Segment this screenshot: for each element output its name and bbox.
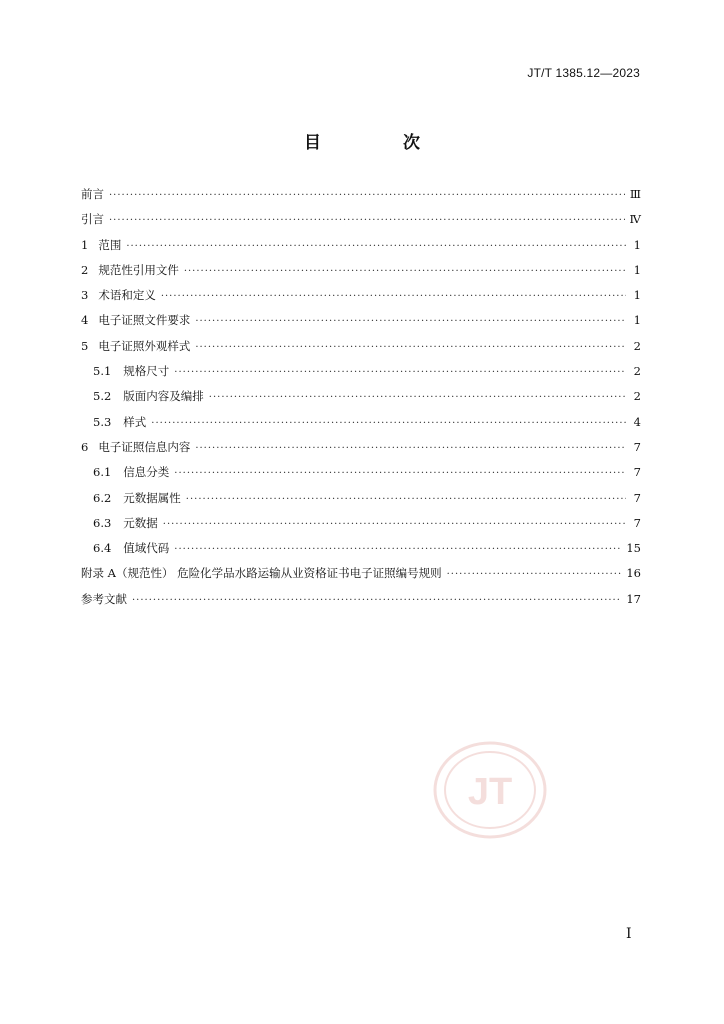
page-number: I — [626, 926, 632, 942]
toc-entry-label: 术语和定义 — [98, 288, 156, 303]
toc-entry-page: 1 — [633, 288, 641, 303]
toc-entry-label: 前言 — [81, 187, 104, 201]
toc-entry[interactable] — [81, 262, 641, 287]
toc-entry-page: Ⅲ — [629, 187, 641, 201]
toc-entry-number: 6.4 — [93, 541, 112, 556]
watermark-text: JT — [467, 771, 513, 813]
toc-leader-dots — [132, 595, 621, 606]
toc-entry-number: 5 — [81, 338, 89, 353]
toc-leader-dots — [195, 443, 626, 454]
toc-entry[interactable] — [81, 211, 641, 236]
toc-entry-label: 范围 — [98, 237, 122, 252]
toc-entry-label: 信息分类 — [123, 465, 170, 480]
toc-leader-dots — [174, 544, 621, 555]
toc-leader-dots — [447, 569, 622, 580]
toc-entry-label: 样式 — [123, 414, 147, 429]
toc-entry[interactable] — [81, 186, 641, 211]
toc-entry[interactable] — [81, 439, 641, 464]
toc-leader-dots — [163, 519, 626, 530]
toc-entry[interactable] — [81, 565, 641, 590]
toc-entry-page: 4 — [633, 414, 641, 429]
toc-entry-label: 附录 A（规范性） 危险化学品水路运输从业资格证书电子证照编号规则 — [81, 566, 442, 581]
toc-entry-number: 5.1 — [93, 364, 112, 379]
toc-entry-page: 7 — [633, 465, 641, 480]
toc-entry-page: 15 — [626, 541, 641, 556]
toc-entry-page: 2 — [633, 338, 641, 353]
toc-leader-dots — [209, 392, 626, 403]
toc-entry-page: 1 — [633, 237, 641, 252]
toc-entry-page: 7 — [633, 439, 641, 454]
jt-logo-watermark — [432, 740, 548, 840]
toc-entry-label: 电子证照外观样式 — [98, 338, 191, 353]
toc-entry[interactable] — [81, 338, 641, 363]
toc-entry[interactable] — [81, 363, 641, 388]
toc-entry-label: 规格尺寸 — [123, 364, 170, 379]
standard-code: JT/T 1385.12—2023 — [527, 66, 640, 80]
toc-leader-dots — [151, 418, 626, 429]
toc-entry-number: 2 — [81, 262, 89, 277]
toc-entry[interactable] — [81, 591, 641, 616]
toc-entry-label: 参考文献 — [81, 591, 127, 606]
toc-entry-number: 5.3 — [93, 414, 112, 429]
toc-entry[interactable] — [81, 515, 641, 540]
toc-leader-dots — [109, 215, 625, 226]
toc-leader-dots — [174, 468, 626, 479]
toc-entry[interactable] — [81, 287, 641, 312]
toc-entry-label: 电子证照文件要求 — [98, 313, 191, 328]
toc-entry[interactable] — [81, 540, 641, 565]
toc-entry-page: 7 — [633, 515, 641, 530]
toc-entry-label: 版面内容及编排 — [123, 389, 204, 404]
table-of-contents — [81, 186, 641, 616]
toc-entry-label: 规范性引用文件 — [98, 262, 179, 277]
toc-leader-dots — [161, 291, 626, 302]
toc-leader-dots — [109, 190, 625, 201]
toc-entry[interactable] — [81, 312, 641, 337]
toc-entry-label: 引言 — [81, 212, 104, 227]
toc-entry-number: 6.3 — [93, 515, 112, 530]
toc-entry-number: 3 — [81, 288, 89, 303]
toc-entry-label: 值域代码 — [123, 541, 170, 556]
toc-entry-page: 17 — [626, 591, 641, 606]
toc-leader-dots — [195, 316, 626, 327]
toc-entry[interactable] — [81, 414, 641, 439]
toc-entry-label: 电子证照信息内容 — [98, 439, 191, 454]
toc-entry-page: 1 — [633, 313, 641, 328]
toc-entry[interactable] — [81, 388, 641, 413]
toc-entry[interactable] — [81, 490, 641, 515]
toc-entry[interactable] — [81, 464, 641, 489]
toc-entry-number: 6.2 — [93, 490, 112, 505]
toc-entry-label: 元数据属性 — [123, 490, 181, 505]
toc-entry-number: 6 — [81, 439, 89, 454]
toc-entry-number: 1 — [81, 237, 89, 252]
toc-entry-page: 16 — [626, 566, 641, 581]
toc-entry-number: 4 — [81, 313, 89, 328]
toc-entry-page: 7 — [633, 490, 641, 505]
toc-entry-page: 1 — [633, 262, 641, 277]
toc-entry-page: Ⅳ — [629, 212, 641, 227]
toc-leader-dots — [186, 494, 626, 505]
toc-entry-number: 5.2 — [93, 389, 112, 404]
toc-leader-dots — [174, 367, 626, 378]
toc-leader-dots — [184, 266, 626, 277]
toc-leader-dots — [195, 342, 626, 353]
toc-entry-number: 6.1 — [93, 465, 112, 480]
toc-entry-page: 2 — [633, 364, 641, 379]
toc-entry-page: 2 — [633, 389, 641, 404]
toc-title: 目 次 — [304, 133, 458, 153]
toc-entry[interactable] — [81, 237, 641, 262]
toc-entry-label: 元数据 — [123, 515, 158, 530]
toc-leader-dots — [126, 241, 626, 252]
